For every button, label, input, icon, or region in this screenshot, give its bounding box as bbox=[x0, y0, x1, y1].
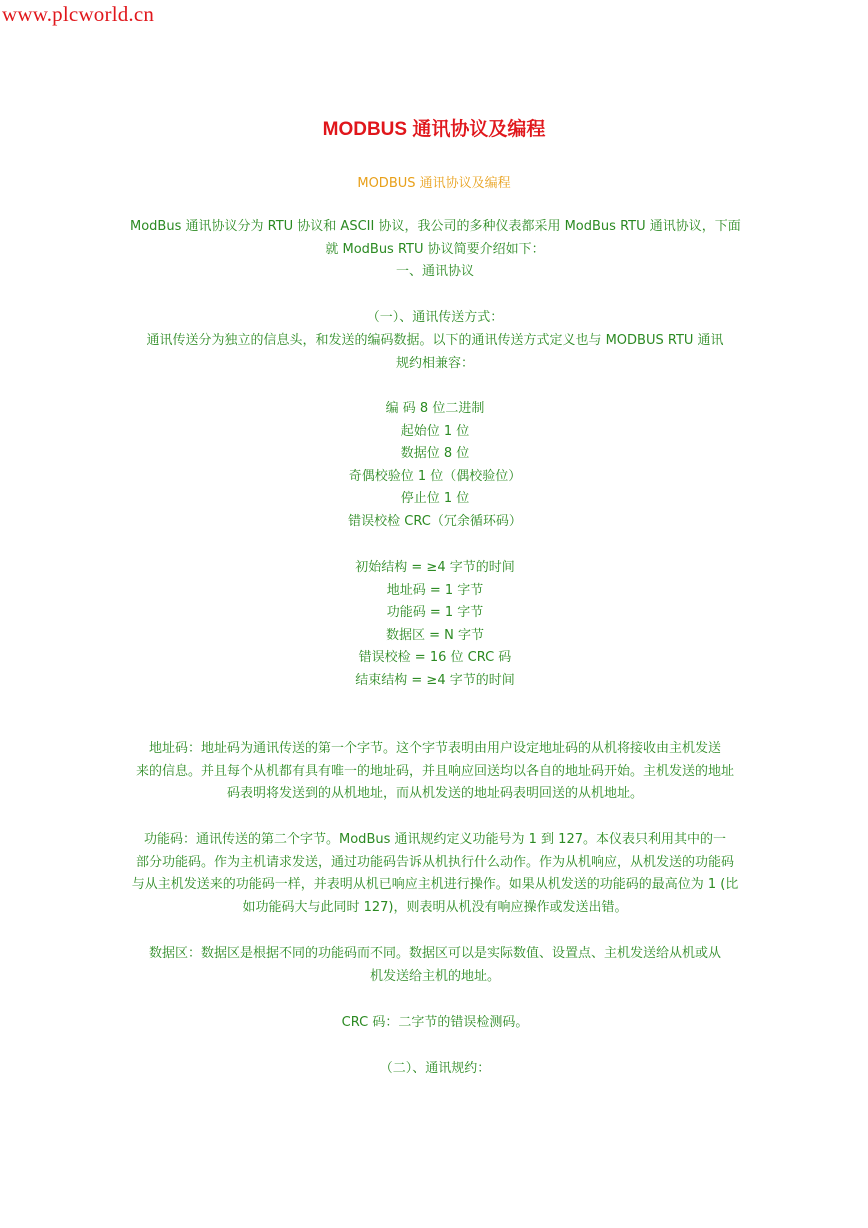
frame-item: 结束结构 = ≥4 字节的时间 bbox=[355, 672, 515, 688]
data-area-paragraph bbox=[130, 943, 740, 988]
function-code-paragraph bbox=[130, 829, 740, 919]
transmission-line: 通讯传送分为独立的信息头，和发送的编码数据。以下的通讯传送方式定义也与 MODBUS RTU 通讯 bbox=[146, 333, 724, 348]
encoding-item: 编 码 8 位二进制 bbox=[385, 401, 485, 416]
data-line: 机发送给主机的地址。 bbox=[369, 968, 500, 984]
intro-paragraph bbox=[130, 216, 740, 261]
crc-code-line: CRC 码：二字节的错误检测码。 bbox=[341, 1015, 529, 1030]
address-line: 码表明将发送到的从机地址，而从机发送的地址码表明回送的从机地址。 bbox=[226, 786, 643, 801]
intro-line: 就 ModBus RTU 协议简要介绍如下： bbox=[325, 241, 545, 257]
address-line: 来的信息。并且每个从机都有具有唯一的地址码，并且响应回送均以各自的地址码开始。主机发送的地址 bbox=[135, 763, 734, 779]
address-code-paragraph bbox=[130, 738, 740, 806]
transmission-line: 规约相兼容： bbox=[395, 355, 474, 371]
frame-item: 功能码 = 1 字节 bbox=[386, 605, 484, 620]
address-line: 地址码：地址码为通讯传送的第一个字节。这个字节表明由用户设定地址码的从机将接收由主机发送 bbox=[148, 741, 721, 756]
function-line: 功能码：通讯传送的第二个字节。ModBus 通讯规约定义功能号为 1 到 127。本仪表只利用其中的一 bbox=[144, 832, 726, 847]
function-line: 部分功能码。作为主机请求发送，通过功能码告诉从机执行什么动作。作为从机响应，从机发送的功能码 bbox=[135, 854, 734, 870]
function-line: 与从主机发送来的功能码一样，并表明从机已响应主机进行操作。如果从机发送的功能码的最高位为 1 (比 bbox=[131, 877, 739, 892]
watermark-url[interactable]: www.plcworld.cn bbox=[2, 2, 155, 26]
encoding-item: 数据位 8 位 bbox=[400, 446, 470, 461]
encoding-item: 停止位 1 位 bbox=[400, 491, 470, 506]
frame-structure-list bbox=[130, 557, 740, 692]
subsection-heading-transmission: （一）、通讯传送方式： bbox=[366, 310, 504, 325]
encoding-item: 错误校检 CRC（冗余循环码） bbox=[348, 513, 522, 529]
function-line: 如功能码大与此同时 127)，则表明从机没有响应操作或发送出错。 bbox=[242, 899, 628, 915]
encoding-item: 起始位 1 位 bbox=[400, 423, 470, 439]
frame-item: 数据区 = N 字节 bbox=[385, 627, 484, 643]
subsection-heading-protocol-rules: （二）、通讯规约： bbox=[379, 1061, 491, 1076]
data-line: 数据区：数据区是根据不同的功能码而不同。数据区可以是实际数值、设置点、主机发送给从机或从 bbox=[148, 946, 721, 961]
encoding-item: 奇偶校验位 1 位（偶校验位） bbox=[348, 468, 522, 484]
document-title: MODBUS 通讯协议及编程 bbox=[322, 119, 546, 140]
intro-line: ModBus 通讯协议分为 RTU 协议和 ASCII 协议，我公司的多种仪表都采用 ModBus RTU 通讯协议，下面 bbox=[130, 219, 741, 234]
frame-item: 地址码 = 1 字节 bbox=[386, 582, 484, 598]
section-heading-protocol: 一、通讯协议 bbox=[395, 264, 474, 279]
document-subtitle: MODBUS 通讯协议及编程 bbox=[357, 176, 511, 191]
encoding-list bbox=[130, 398, 740, 533]
frame-item: 初始结构 = ≥4 字节的时间 bbox=[355, 560, 515, 575]
frame-item: 错误校检 = 16 位 CRC 码 bbox=[358, 650, 512, 665]
transmission-paragraph bbox=[130, 330, 740, 375]
